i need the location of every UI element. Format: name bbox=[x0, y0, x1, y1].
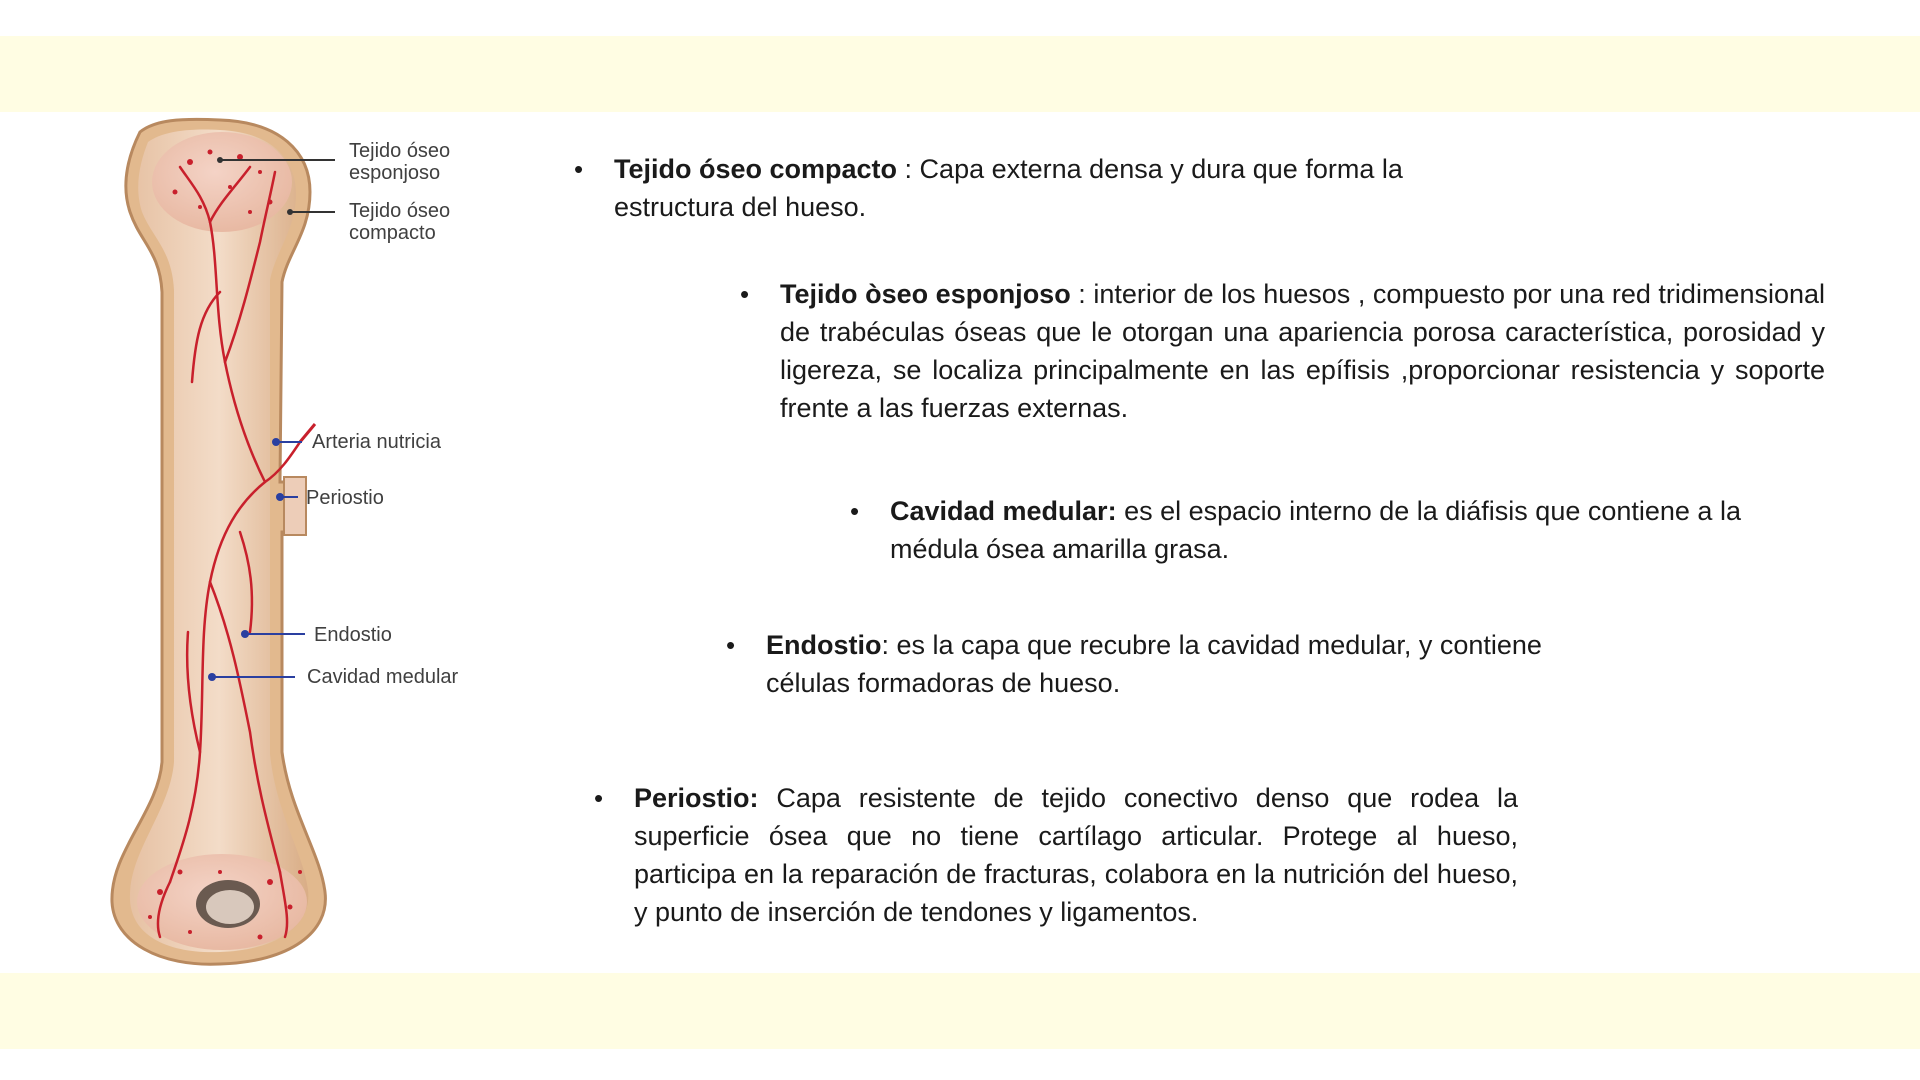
medullary-cavity-hole-inner bbox=[206, 890, 254, 924]
label-compact-line1: Tejido óseo bbox=[349, 200, 451, 222]
bullet-symbol: • bbox=[726, 630, 736, 660]
bone-diagram bbox=[100, 112, 500, 972]
leader-spongy-dot bbox=[217, 157, 223, 163]
label-artery: Arteria nutricia bbox=[312, 431, 441, 453]
leader-compact-dot bbox=[287, 209, 293, 215]
label-compact-line2: compacto bbox=[349, 222, 436, 244]
spongy-proximal bbox=[152, 132, 292, 232]
leader-artery-dot bbox=[272, 438, 280, 446]
bullet-term: Tejido òseo esponjoso bbox=[780, 279, 1071, 309]
label-spongy-line1: Tejido óseo bbox=[349, 140, 451, 162]
bullet-text: es el espacio interno de la diáfisis que contiene a la médula ósea amarilla grasa. bbox=[890, 496, 1741, 564]
top-band bbox=[0, 36, 1920, 112]
bullet-periosteum bbox=[594, 779, 1518, 931]
label-spongy-line2: esponjoso bbox=[349, 162, 441, 184]
bullet-term: Periostio: bbox=[634, 783, 759, 813]
bullet-symbol: • bbox=[740, 279, 750, 309]
periosteum-flap bbox=[284, 477, 306, 535]
bullet-term: Cavidad medular: bbox=[890, 496, 1117, 526]
bullet-symbol: • bbox=[574, 154, 584, 184]
bullet-medullary-cavity bbox=[850, 492, 1790, 568]
bullet-term: Tejido óseo compacto bbox=[614, 154, 898, 184]
label-periosteum: Periostio bbox=[306, 487, 384, 509]
bullet-text: : Capa externa densa y dura que forma la estructura del hueso. bbox=[614, 154, 1403, 222]
bottom-band bbox=[0, 973, 1920, 1049]
bullet-symbol: • bbox=[594, 783, 604, 813]
bullet-compact-bone bbox=[574, 150, 1494, 226]
bullet-symbol: • bbox=[850, 496, 860, 526]
leader-medullary-dot bbox=[208, 673, 216, 681]
leader-endosteum-dot bbox=[241, 630, 249, 638]
label-endosteum: Endostio bbox=[314, 624, 392, 646]
label-medullary: Cavidad medular bbox=[307, 666, 459, 688]
leader-periosteum-dot bbox=[276, 493, 284, 501]
bullet-spongy-bone bbox=[740, 275, 1826, 427]
bullet-term: Endostio bbox=[766, 630, 882, 660]
bullet-endosteum bbox=[726, 626, 1616, 702]
bullet-text: : es la capa que recubre la cavidad medular, y contiene células formadoras de hueso. bbox=[766, 630, 1542, 698]
bullet-text: : interior de los huesos , compuesto por una red tridimensional de trabéculas óseas que le otorgan una apariencia porosa característica, porosidad y ligereza, se localiza principalmente en las epífisis ,proporcionar resistencia y soporte frente a las fuerzas externas. bbox=[780, 279, 1826, 423]
bullet-text: Capa resistente de tejido conectivo denso que rodea la superficie ósea que no tiene cartílago articular. Protege al hueso, participa en la reparación de fracturas, colabora en la nutrición del hueso, y punto de inserción de tendones y ligamentos. bbox=[634, 783, 1518, 927]
